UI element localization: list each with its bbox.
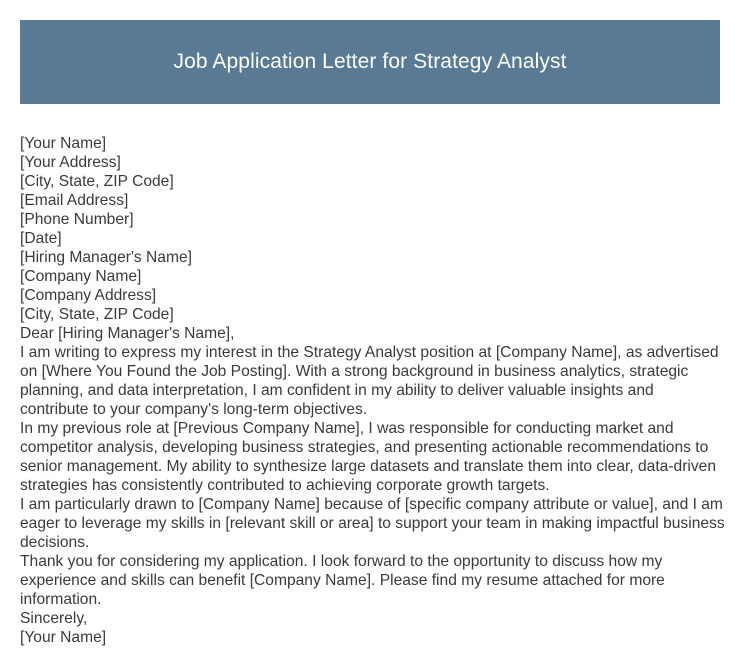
letter-body: [20, 134, 725, 647]
recipient-manager-name: [Hiring Manager's Name]: [20, 249, 192, 266]
page-title: Job Application Letter for Strategy Analyst: [173, 50, 567, 73]
sender-email: [Email Address]: [20, 192, 129, 209]
sender-block: [20, 134, 725, 248]
sender-city-state-zip: [City, State, ZIP Code]: [20, 173, 174, 190]
sender-phone: [Phone Number]: [20, 211, 134, 228]
body-paragraph-4: Thank you for considering my application. I look forward to the opportunity to discuss how my experience and skills can benefit [Company Name]. Please find my resume attached for more information.: [20, 553, 665, 608]
recipient-city-state-zip: [City, State, ZIP Code]: [20, 306, 174, 323]
body-paragraph-2: In my previous role at [Previous Company Name], I was responsible for conducting market and competitor analysis, developing business strategies, and presenting actionable recommendations to senior management. My ability to synthesize large datasets and translate them into clear, data-driven strategies has consistently contributed to achieving corporate growth targets.: [20, 420, 717, 494]
recipient-block: [20, 248, 725, 324]
recipient-company-name: [Company Name]: [20, 268, 142, 285]
recipient-company-address: [Company Address]: [20, 287, 157, 304]
sender-name: [Your Name]: [20, 135, 107, 152]
letter-header-banner: [20, 20, 720, 104]
letter-date: [Date]: [20, 230, 62, 247]
signature: [Your Name]: [20, 629, 107, 646]
closing: Sincerely,: [20, 610, 88, 627]
salutation: Dear [Hiring Manager's Name],: [20, 325, 235, 342]
body-paragraph-1: I am writing to express my interest in the Strategy Analyst position at [Company Name], as advertised on [Where You Found the Job Posting]. With a strong background in business analytics, strategic planning, and data interpretation, I am confident in my ability to deliver valuable insights and contribute to your company's long-term objectives.: [20, 344, 719, 418]
body-paragraph-3: I am particularly drawn to [Company Name] because of [specific company attribute or value], and I am eager to leverage my skills in [relevant skill or area] to support your team in making impactful business decisions.: [20, 496, 725, 551]
sender-address: [Your Address]: [20, 154, 121, 171]
